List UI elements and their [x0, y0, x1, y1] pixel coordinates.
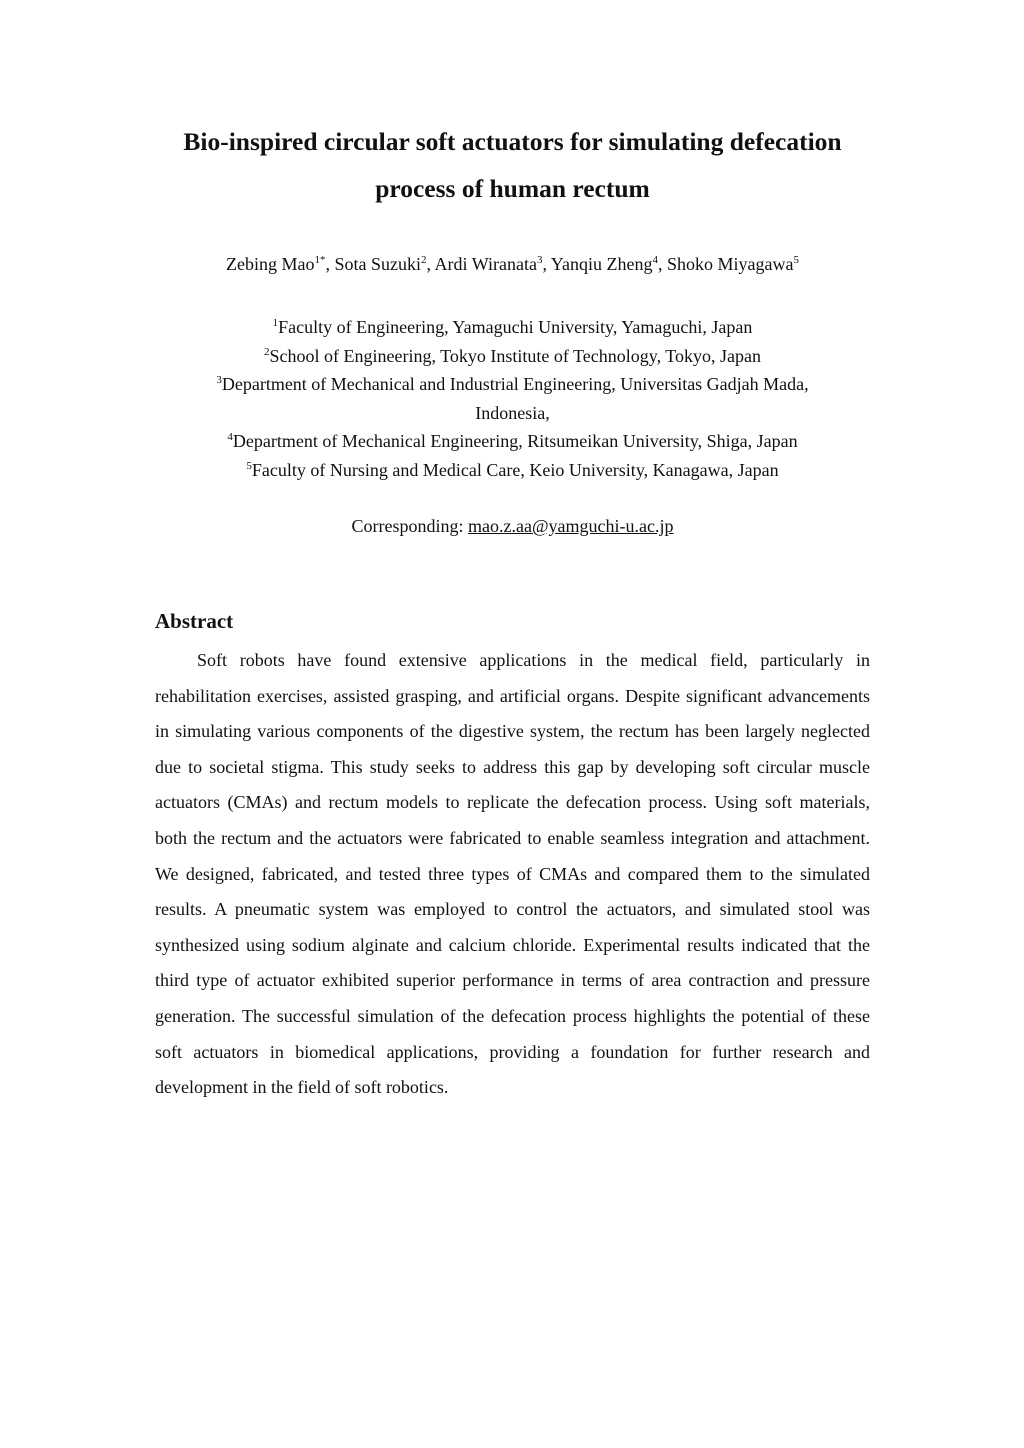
- paper-title: [155, 118, 870, 212]
- affiliation-list: [155, 313, 870, 484]
- author-list: Zebing Mao$^{1*}$, Sota Suzuki$^2$, Ardi Wiranata$^3$, Yanqiu Zheng$^4$, Shoko Miyagawa$^5$: [226, 254, 799, 274]
- author: Ardi Wiranata$^3$: [434, 254, 543, 274]
- affiliation-5: $^5$Faculty of Nursing and Medical Care, Keio University, Kanagawa, Japan: [246, 459, 779, 480]
- affiliation-4: $^4$Department of Mechanical Engineering, Ritsumeikan University, Shiga, Japan: [227, 431, 798, 451]
- affiliation-3: $^3$Department of Mechanical and Industrial Engineering, Universitas Gadjah Mada,: [216, 374, 809, 394]
- author: Zebing Mao$^{1*}$: [226, 254, 326, 274]
- corresponding-email-link[interactable]: mao.z.aa@yamguchi-u.ac.jp: [468, 516, 674, 536]
- author: Shoko Miyagawa$^5$: [666, 254, 799, 274]
- abstract-heading: Abstract: [155, 609, 234, 633]
- corresponding-label: Corresponding:: [351, 516, 468, 536]
- affiliation-2: $^2$School of Engineering, Tokyo Institute of Technology, Tokyo, Japan: [264, 345, 761, 366]
- corresponding-author: [155, 514, 870, 538]
- author: Yanqiu Zheng$^4$: [550, 254, 658, 274]
- title-line-1: Bio-inspired circular soft actuators for simulating defecation: [183, 127, 842, 156]
- abstract-body: Soft robots have found extensive applications in the medical field, particularly in rehabilitation exercises, assisted grasping, and artificial organs. Despite significant advancements in simulating various components of the digestive system, the rectum has been largely neglected due to societal stigma. This study seeks to address this gap by developing soft circular muscle actuators (CMAs) and rectum models to replicate the defecation process. Using soft materials, both the rectum and the actuators were fabricated to enable seamless integration and attachment. We designed, fabricated, and tested three types of CMAs and compared them to the simulated results. A pneumatic system was employed to control the actuators, and simulated stool was synthesized using sodium alginate and calcium chloride. Experimental results indicated that the third type of actuator exhibited superior performance in terms of area contraction and pressure generation. The successful simulation of the defecation process highlights the potential of these soft actuators in biomedical applications, providing a foundation for further research and development in the field of soft robotics.: [155, 650, 870, 1098]
- affiliation-3-continued: Indonesia,: [475, 402, 550, 423]
- paper-page: [155, 118, 870, 1124]
- author: Sota Suzuki$^2$: [334, 254, 427, 274]
- title-line-2: process of human rectum: [375, 174, 650, 203]
- affiliation-1: $^1$Faculty of Engineering, Yamaguchi University, Yamaguchi, Japan: [272, 317, 753, 337]
